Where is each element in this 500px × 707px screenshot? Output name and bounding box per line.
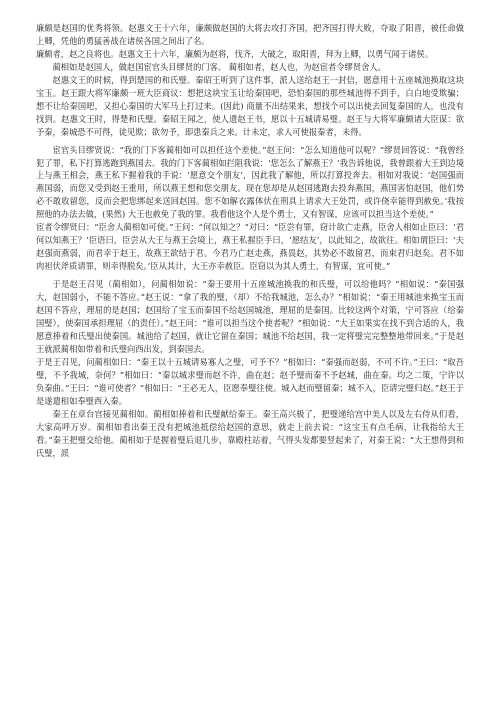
- paragraph-7: 于是赵王召见（蔺相如），问蔺相如说：“秦王要用十五座城池换我的和氏璧，可以给他吗？”相如说：“秦国强大，赵国弱小，不能不答应。”赵王说：“拿了我的璧，（却）不给我城池，怎么办？”相如说：“秦王用城池来换宝玉而赵国不答应，理屈的是赵国；赵国给了宝玉而秦国不给赵国城池，理屈的是秦国。比较这两个对策，宁可答应（给秦国璧），使秦国承担理屈（的责任）。”赵王问：“谁可以担当这个使者呢？”相如说：“大王如果实在找不到合适的人，我愿意捧着和氏璧出使秦国。城池给了赵国，就让它留在秦国；城池不给赵国，我一定将璧完完整整地带回来。”于是赵王就派蔺相如带着和氏璧向西出发，到秦国去。: [36, 279, 464, 354]
- paragraph-9: 秦王在章台宫接见蔺相如。蔺相如捧着和氏璧献给秦王。秦王高兴极了，把璧递给宫中美人以及左右侍从们看，大家高呼万岁。蔺相如看出秦王没有把城池抵偿给赵国的意思，就走上前去说：“这宝玉有点毛病，让我指给大王看。”秦王把璧交给他。蔺相如于是握着璧后退几步，靠殿柱站着，气得头发都要竖起来了，对秦王说：“大王想得到和氏璧，派: [36, 408, 464, 458]
- paragraph-2: 廉颇者，赵之良将也。赵惠文王十六年，廉颇为赵将，伐齐，大破之，取阳晋，拜为上卿，以勇气闻于诸侯。: [36, 48, 433, 59]
- paragraph-6: 宦者令缪贤曰：“臣舍人蔺相如可使。”王问：“何以知之？”对曰：“臣尝有罪，窃计欲亡走燕，臣舍人相如止臣曰：‘君何以知燕王？’臣语曰，臣尝从大王与燕王会境上，燕王私握臣手曰，‘愿结友’，以此知之，故欲往。相如谓臣曰：‘夫赵强而燕弱，而君幸于赵王，故燕王欲结于君。今君乃亡赵走燕，燕畏赵，其势必不敢留君，而束君归赵矣。君不如肉袒伏斧质请罪，则幸得脱矣。’臣从其计，大王亦幸赦臣。臣窃以为其人勇士，有智谋，宜可使。”: [36, 222, 464, 272]
- paragraph-1: 廉颇是赵国的优秀将领。赵惠文王十六年，廉颇做赵国的大将去攻打齐国，把齐国打得大败，夺取了阳晋，被任命做上卿，凭他的勇猛善战在诸侯各国之间出了名。: [36, 23, 464, 46]
- paragraph-8: 于是王召见，问蔺相如曰：“秦王以十五城请易寡人之璧，可予不？”相如曰：“秦强而赵弱，不可不许。”王曰：“取吾璧，不予我城，奈何？”相如曰：“秦以城求璧而赵不许，曲在赵；赵予璧而秦不予赵城，曲在秦。均之二策，宁许以负秦曲。”王曰：“谁可使者？”相如曰：“王必无人，臣愿奉璧往使。城入赵而璧留秦；城不入，臣请完璧归赵。”赵王于是遂遣相如奉璧西入秦。: [36, 356, 464, 406]
- paragraph-4: 赵惠文王的时候，得到楚国的和氏璧。秦昭王听到了这件事，派人送给赵王一封信，愿意用十五座城池换取这块宝玉。赵王跟大将军廉颇一班大臣商议：想把这块宝玉让给秦国吧，恐怕秦国的那些城池得不到手，白白地受欺骗；想不让给秦国吧，又担心秦国的大军马上打过来。(因此) 商量不出结果来，想找个可以出使去回复秦国的人，也没有找到。赵惠文王时，得楚和氏璧。秦昭王闻之，使人遗赵王书，愿以十五城请易璧。赵王与大将军廉颇诸大臣谋：欲予秦，秦城恐不可得，徒见欺；欲勿予，即患秦兵之来。计未定，求人可使报秦者，未得。: [36, 74, 464, 137]
- paragraph-5: 宦官头目缪贤说：“我的门下客蔺相如可以担任这个差使。”赵王问：“怎么知道他可以呢？”缪贤回答说：“我曾经犯了罪，私下打算逃跑到燕国去。我的门下客蔺相如拦阻我说：‘您怎么了解燕王？’我告诉他说，我曾跟着大王到边境上与燕王相会，燕王私下握着我的手说：‘愿意交个朋友’，因此我了解他，所以打算投奔去。相如对我说：‘赵国强而燕国弱，而您又受到赵王重用，所以燕王想和您交朋友。现在您却是从赵国逃跑去投奔燕国，燕国害怕赵国，他们势必不敢收留您，反而会把您绑起来送回赵国。您不如解衣露体伏在刑具上请求大王处罚，或许侥幸能得到赦免。’我按照他的办法去做，(果然) 大王也赦免了我的罪。我看他这个人是个勇士，又有智谋，应该可以担当这个差使。”: [36, 144, 464, 220]
- paragraph-3: 蔺相如是赵国人，做赵国宦官头目缪贤的门客。 蔺相如者，赵人也，为赵宦者令缪贤舍人。: [52, 61, 386, 72]
